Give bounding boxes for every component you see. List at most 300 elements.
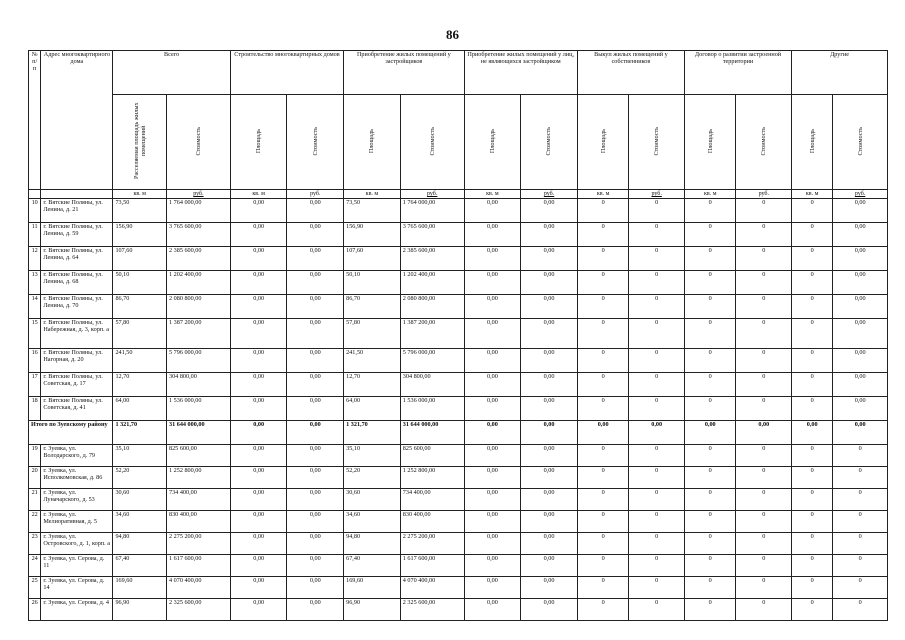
row-value: 0 bbox=[792, 373, 833, 397]
row-value: 0 bbox=[684, 445, 735, 467]
table-row bbox=[29, 397, 888, 421]
row-value: 0 bbox=[577, 319, 628, 349]
row-value: 0 bbox=[792, 199, 833, 223]
row-value: 73,50 bbox=[344, 199, 401, 223]
row-value: 107,60 bbox=[344, 247, 401, 271]
row-value: 96,90 bbox=[113, 599, 167, 621]
row-value: 0,00 bbox=[230, 199, 287, 223]
row-address: г. Зуевка, ул. Серова, д. 4 bbox=[41, 599, 113, 621]
row-value: 0 bbox=[736, 349, 792, 373]
row-value: 0,00 bbox=[464, 577, 521, 599]
row-value: 0,00 bbox=[230, 599, 287, 621]
row-value: 0 bbox=[792, 295, 833, 319]
row-value: 0 bbox=[684, 319, 735, 349]
row-address: г. Зуевка, ул. Володарского, д. 79 bbox=[41, 445, 113, 467]
row-value: 1 252 800,00 bbox=[166, 467, 230, 489]
row-value: 0 bbox=[629, 533, 685, 555]
row-value: 0 bbox=[792, 445, 833, 467]
row-number: 12 bbox=[29, 247, 41, 271]
row-number: 19 bbox=[29, 445, 41, 467]
row-value: 0,00 bbox=[521, 445, 578, 467]
row-value: 0,00 bbox=[230, 577, 287, 599]
row-number: 24 bbox=[29, 555, 41, 577]
row-value: 241,50 bbox=[113, 349, 167, 373]
row-value: 0,00 bbox=[464, 511, 521, 533]
row-value: 0,00 bbox=[464, 445, 521, 467]
row-value: 0 bbox=[684, 599, 735, 621]
row-number: 23 bbox=[29, 533, 41, 555]
row-value: 0 bbox=[684, 533, 735, 555]
row-value: 0,00 bbox=[230, 489, 287, 511]
row-value: 0 bbox=[736, 445, 792, 467]
row-value: 0,00 bbox=[521, 271, 578, 295]
row-value: 0 bbox=[684, 467, 735, 489]
total-value: 1 321,70 bbox=[113, 421, 167, 445]
header-cost: Стоимость bbox=[545, 126, 553, 156]
row-value: 0,00 bbox=[287, 247, 344, 271]
row-value: 3 765 600,00 bbox=[400, 223, 464, 247]
row-value: 0 bbox=[736, 319, 792, 349]
row-value: 2 325 600,00 bbox=[166, 599, 230, 621]
row-value: 0 bbox=[629, 489, 685, 511]
row-value: 0,00 bbox=[833, 319, 888, 349]
table-row bbox=[29, 467, 888, 489]
row-value: 0,00 bbox=[464, 319, 521, 349]
row-value: 0,00 bbox=[287, 271, 344, 295]
row-value: 0 bbox=[577, 247, 628, 271]
row-address: г. Вятские Поляны, ул. Советская, д. 17 bbox=[41, 373, 113, 397]
row-value: 30,60 bbox=[113, 489, 167, 511]
row-value: 1 764 000,00 bbox=[400, 199, 464, 223]
header-area: Площадь bbox=[488, 128, 496, 153]
row-value: 0 bbox=[684, 373, 735, 397]
row-value: 0,00 bbox=[833, 397, 888, 421]
row-value: 0,00 bbox=[464, 467, 521, 489]
row-value: 67,40 bbox=[113, 555, 167, 577]
unit-area: кв. м bbox=[230, 190, 287, 199]
header-area: Площадь bbox=[368, 128, 376, 153]
row-value: 0,00 bbox=[833, 373, 888, 397]
row-address: г. Вятские Поляны, ул. Ленина, д. 70 bbox=[41, 295, 113, 319]
row-value: 0,00 bbox=[464, 533, 521, 555]
table-row bbox=[29, 489, 888, 511]
header-group-development: Договор о развитии застроенной территории bbox=[684, 51, 791, 95]
row-value: 73,50 bbox=[113, 199, 167, 223]
total-value: 0,00 bbox=[792, 421, 833, 445]
row-value: 0 bbox=[577, 577, 628, 599]
row-value: 0 bbox=[736, 599, 792, 621]
row-value: 0,00 bbox=[464, 223, 521, 247]
table-row bbox=[29, 223, 888, 247]
row-value: 0 bbox=[792, 577, 833, 599]
row-value: 2 275 200,00 bbox=[400, 533, 464, 555]
total-label: Итого по Зуевскому району bbox=[29, 421, 113, 445]
row-value: 0,00 bbox=[521, 577, 578, 599]
row-value: 0 bbox=[629, 247, 685, 271]
row-address: г. Зуевка, ул. Серова, д. 11 bbox=[41, 555, 113, 577]
row-value: 0,00 bbox=[464, 489, 521, 511]
row-value: 0,00 bbox=[521, 319, 578, 349]
row-value: 0 bbox=[684, 349, 735, 373]
row-value: 0 bbox=[629, 467, 685, 489]
row-value: 0 bbox=[736, 223, 792, 247]
row-value: 0 bbox=[577, 349, 628, 373]
row-value: 0 bbox=[833, 599, 888, 621]
row-value: 0 bbox=[577, 373, 628, 397]
row-value: 0,00 bbox=[230, 271, 287, 295]
row-value: 0,00 bbox=[521, 489, 578, 511]
row-value: 0 bbox=[629, 295, 685, 319]
row-value: 0,00 bbox=[287, 599, 344, 621]
row-value: 0 bbox=[736, 295, 792, 319]
row-value: 0 bbox=[577, 271, 628, 295]
row-value: 0,00 bbox=[521, 349, 578, 373]
row-value: 0 bbox=[577, 397, 628, 421]
unit-area: кв. м bbox=[792, 190, 833, 199]
row-value: 0,00 bbox=[230, 373, 287, 397]
row-value: 0,00 bbox=[287, 445, 344, 467]
row-address: г. Вятские Поляны, ул. Советская, д. 41 bbox=[41, 397, 113, 421]
row-value: 0,00 bbox=[521, 223, 578, 247]
row-number: 11 bbox=[29, 223, 41, 247]
row-value: 0 bbox=[684, 511, 735, 533]
row-value: 1 536 000,00 bbox=[166, 397, 230, 421]
total-value: 31 644 000,00 bbox=[400, 421, 464, 445]
row-value: 0 bbox=[736, 397, 792, 421]
row-address: г. Вятские Поляны, ул. Ленина, д. 68 bbox=[41, 271, 113, 295]
row-value: 0 bbox=[629, 319, 685, 349]
row-value: 1 202 400,00 bbox=[166, 271, 230, 295]
row-value: 0,00 bbox=[833, 271, 888, 295]
total-value: 0,00 bbox=[577, 421, 628, 445]
row-value: 0 bbox=[684, 489, 735, 511]
row-value: 0 bbox=[577, 467, 628, 489]
row-value: 0 bbox=[577, 489, 628, 511]
row-value: 0,00 bbox=[521, 467, 578, 489]
row-value: 94,80 bbox=[113, 533, 167, 555]
row-number: 17 bbox=[29, 373, 41, 397]
header-group-row bbox=[29, 51, 888, 95]
row-value: 0 bbox=[577, 511, 628, 533]
row-value: 1 617 600,00 bbox=[400, 555, 464, 577]
row-value: 0,00 bbox=[521, 511, 578, 533]
row-value: 0 bbox=[736, 247, 792, 271]
row-number: 10 bbox=[29, 199, 41, 223]
row-value: 0 bbox=[736, 577, 792, 599]
unit-cost: руб. bbox=[400, 190, 464, 199]
total-value: 0,00 bbox=[521, 421, 578, 445]
row-value: 0 bbox=[577, 295, 628, 319]
row-value: 169,60 bbox=[113, 577, 167, 599]
row-value: 0 bbox=[833, 577, 888, 599]
row-address: г. Зуевка, ул. Серова, д. 14 bbox=[41, 577, 113, 599]
total-value: 0,00 bbox=[833, 421, 888, 445]
row-value: 0 bbox=[629, 511, 685, 533]
row-value: 0,00 bbox=[287, 295, 344, 319]
row-value: 0 bbox=[629, 373, 685, 397]
row-value: 0 bbox=[577, 223, 628, 247]
row-value: 1 387 200,00 bbox=[400, 319, 464, 349]
row-value: 241,50 bbox=[344, 349, 401, 373]
row-value: 825 600,00 bbox=[400, 445, 464, 467]
total-value: 1 321,70 bbox=[344, 421, 401, 445]
unit-area: кв. м bbox=[113, 190, 167, 199]
row-number: 25 bbox=[29, 577, 41, 599]
row-value: 0,00 bbox=[521, 397, 578, 421]
row-value: 0,00 bbox=[287, 397, 344, 421]
table-row bbox=[29, 349, 888, 373]
row-value: 0,00 bbox=[230, 247, 287, 271]
row-value: 0 bbox=[736, 555, 792, 577]
row-value: 0,00 bbox=[287, 511, 344, 533]
row-address: г. Вятские Поляны, ул. Нагорная, д. 20 bbox=[41, 349, 113, 373]
header-cost: Стоимость bbox=[653, 126, 661, 156]
row-value: 0,00 bbox=[287, 319, 344, 349]
table-body-zuevka bbox=[29, 445, 888, 621]
row-value: 0,00 bbox=[230, 467, 287, 489]
total-value: 0,00 bbox=[684, 421, 735, 445]
row-value: 1 387 200,00 bbox=[166, 319, 230, 349]
row-value: 0,00 bbox=[521, 599, 578, 621]
row-value: 0,00 bbox=[287, 373, 344, 397]
row-value: 0,00 bbox=[230, 223, 287, 247]
row-value: 0,00 bbox=[230, 319, 287, 349]
row-value: 35,10 bbox=[344, 445, 401, 467]
row-value: 1 252 800,00 bbox=[400, 467, 464, 489]
row-value: 0 bbox=[792, 467, 833, 489]
units-row bbox=[29, 190, 888, 199]
row-value: 0 bbox=[577, 599, 628, 621]
table-body-vyatskie bbox=[29, 199, 888, 421]
row-value: 734 400,00 bbox=[400, 489, 464, 511]
row-value: 0 bbox=[833, 555, 888, 577]
row-value: 156,90 bbox=[113, 223, 167, 247]
row-value: 0,00 bbox=[464, 247, 521, 271]
unit-cost: руб. bbox=[287, 190, 344, 199]
row-value: 830 400,00 bbox=[400, 511, 464, 533]
page-number: 86 bbox=[446, 27, 459, 42]
row-number: 21 bbox=[29, 489, 41, 511]
row-value: 0 bbox=[736, 373, 792, 397]
row-value: 0 bbox=[629, 349, 685, 373]
row-value: 0,00 bbox=[464, 271, 521, 295]
row-value: 0 bbox=[629, 445, 685, 467]
row-value: 0,00 bbox=[287, 489, 344, 511]
row-number: 22 bbox=[29, 511, 41, 533]
row-value: 30,60 bbox=[344, 489, 401, 511]
row-value: 0,00 bbox=[521, 247, 578, 271]
row-value: 0 bbox=[736, 467, 792, 489]
header-sub-row bbox=[29, 95, 888, 190]
row-value: 0,00 bbox=[833, 199, 888, 223]
row-number: 20 bbox=[29, 467, 41, 489]
row-value: 52,20 bbox=[113, 467, 167, 489]
row-number: 18 bbox=[29, 397, 41, 421]
row-value: 0 bbox=[577, 555, 628, 577]
row-address: г. Вятские Поляны, ул. Ленина, д. 64 bbox=[41, 247, 113, 271]
row-value: 0,00 bbox=[833, 247, 888, 271]
row-value: 0,00 bbox=[287, 533, 344, 555]
row-value: 2 275 200,00 bbox=[166, 533, 230, 555]
table-row bbox=[29, 445, 888, 467]
total-row bbox=[29, 421, 888, 445]
row-address: г. Зуевка, ул. Луначарского, д. 53 bbox=[41, 489, 113, 511]
row-value: 0 bbox=[684, 295, 735, 319]
row-value: 34,60 bbox=[113, 511, 167, 533]
row-value: 0 bbox=[792, 555, 833, 577]
row-value: 0 bbox=[736, 489, 792, 511]
row-value: 0,00 bbox=[521, 295, 578, 319]
row-value: 0,00 bbox=[521, 373, 578, 397]
table-row bbox=[29, 319, 888, 349]
row-value: 0 bbox=[684, 271, 735, 295]
row-value: 64,00 bbox=[113, 397, 167, 421]
row-value: 2 325 600,00 bbox=[400, 599, 464, 621]
row-value: 0,00 bbox=[230, 295, 287, 319]
header-group-construction: Строительство многоквартирных домов bbox=[230, 51, 343, 95]
row-value: 0,00 bbox=[464, 349, 521, 373]
total-value: 0,00 bbox=[464, 421, 521, 445]
row-address: г. Вятские Поляны, ул. Набережная, д. 3, корп. а bbox=[41, 319, 113, 349]
row-value: 0,00 bbox=[464, 555, 521, 577]
header-cost: Стоимость bbox=[428, 126, 436, 156]
table-row bbox=[29, 577, 888, 599]
row-value: 0 bbox=[736, 199, 792, 223]
row-value: 12,70 bbox=[344, 373, 401, 397]
row-value: 94,80 bbox=[344, 533, 401, 555]
row-value: 156,90 bbox=[344, 223, 401, 247]
row-value: 50,10 bbox=[344, 271, 401, 295]
unit-cost: руб. bbox=[833, 190, 888, 199]
header-num: № п/п bbox=[29, 51, 41, 190]
row-value: 0 bbox=[833, 445, 888, 467]
row-value: 0 bbox=[792, 533, 833, 555]
row-address: г. Вятские Поляны, ул. Ленина, д. 59 bbox=[41, 223, 113, 247]
row-value: 0 bbox=[833, 467, 888, 489]
row-value: 825 600,00 bbox=[166, 445, 230, 467]
row-value: 0 bbox=[577, 533, 628, 555]
table-row bbox=[29, 555, 888, 577]
total-value: 0,00 bbox=[230, 421, 287, 445]
row-value: 57,80 bbox=[113, 319, 167, 349]
header-group-other: Другие bbox=[792, 51, 888, 95]
row-value: 0 bbox=[684, 199, 735, 223]
row-value: 0 bbox=[736, 533, 792, 555]
row-value: 4 070 400,00 bbox=[400, 577, 464, 599]
row-value: 1 764 000,00 bbox=[166, 199, 230, 223]
row-value: 0,00 bbox=[833, 223, 888, 247]
unit-area: кв. м bbox=[344, 190, 401, 199]
header-group-developer: Приобретение жилых помещений у застройщиков bbox=[344, 51, 464, 95]
row-value: 0,00 bbox=[230, 397, 287, 421]
unit-area: кв. м bbox=[684, 190, 735, 199]
row-value: 86,70 bbox=[113, 295, 167, 319]
header-cost: Стоимость bbox=[760, 126, 768, 156]
row-value: 0 bbox=[792, 349, 833, 373]
row-value: 0 bbox=[684, 577, 735, 599]
row-value: 1 202 400,00 bbox=[400, 271, 464, 295]
row-value: 0,00 bbox=[287, 223, 344, 247]
row-value: 0,00 bbox=[833, 349, 888, 373]
table-row bbox=[29, 599, 888, 621]
row-value: 734 400,00 bbox=[166, 489, 230, 511]
row-value: 35,10 bbox=[113, 445, 167, 467]
table-row bbox=[29, 271, 888, 295]
row-value: 0 bbox=[684, 247, 735, 271]
row-value: 12,70 bbox=[113, 373, 167, 397]
row-value: 0 bbox=[684, 223, 735, 247]
row-value: 0 bbox=[792, 397, 833, 421]
row-value: 0 bbox=[629, 397, 685, 421]
total-value: 31 644 000,00 bbox=[166, 421, 230, 445]
row-value: 50,10 bbox=[113, 271, 167, 295]
table-row bbox=[29, 511, 888, 533]
row-number: 15 bbox=[29, 319, 41, 349]
row-value: 2 080 800,00 bbox=[400, 295, 464, 319]
row-value: 0,00 bbox=[464, 599, 521, 621]
relocation-table bbox=[28, 50, 888, 621]
total-value: 0,00 bbox=[736, 421, 792, 445]
total-value: 0,00 bbox=[287, 421, 344, 445]
row-value: 5 796 000,00 bbox=[166, 349, 230, 373]
row-value: 0 bbox=[833, 533, 888, 555]
row-value: 0 bbox=[833, 511, 888, 533]
row-value: 0,00 bbox=[521, 199, 578, 223]
row-value: 0 bbox=[792, 599, 833, 621]
row-value: 67,40 bbox=[344, 555, 401, 577]
row-value: 0 bbox=[629, 223, 685, 247]
row-value: 0,00 bbox=[230, 511, 287, 533]
total-value: 0,00 bbox=[629, 421, 685, 445]
row-value: 0,00 bbox=[287, 349, 344, 373]
row-value: 64,00 bbox=[344, 397, 401, 421]
row-value: 0 bbox=[629, 199, 685, 223]
header-area: Площадь bbox=[808, 128, 816, 153]
row-value: 0 bbox=[684, 397, 735, 421]
row-value: 0,00 bbox=[230, 555, 287, 577]
row-address: г. Зуевка, ул. Мелиоративная, д. 5 bbox=[41, 511, 113, 533]
row-number: 13 bbox=[29, 271, 41, 295]
row-address: г. Зуевка, ул. Исполкомовская, д. 86 bbox=[41, 467, 113, 489]
table-body-total bbox=[29, 421, 888, 445]
row-value: 0 bbox=[736, 511, 792, 533]
unit-cost: руб. bbox=[629, 190, 685, 199]
row-value: 0 bbox=[736, 271, 792, 295]
row-value: 2 080 800,00 bbox=[166, 295, 230, 319]
row-value: 0,00 bbox=[287, 577, 344, 599]
row-value: 107,60 bbox=[113, 247, 167, 271]
table-row bbox=[29, 199, 888, 223]
row-value: 0 bbox=[792, 271, 833, 295]
row-value: 0 bbox=[684, 555, 735, 577]
header-area: Площадь bbox=[706, 128, 714, 153]
row-value: 52,20 bbox=[344, 467, 401, 489]
row-value: 0 bbox=[792, 489, 833, 511]
row-value: 0 bbox=[792, 511, 833, 533]
row-value: 0,00 bbox=[287, 199, 344, 223]
row-value: 0 bbox=[629, 599, 685, 621]
header-group-total: Всего bbox=[113, 51, 230, 95]
row-value: 3 765 600,00 bbox=[166, 223, 230, 247]
row-value: 0,00 bbox=[287, 555, 344, 577]
row-value: 57,80 bbox=[344, 319, 401, 349]
row-value: 0 bbox=[629, 271, 685, 295]
row-value: 86,70 bbox=[344, 295, 401, 319]
row-address: г. Вятские Поляны, ул. Ленина, д. 21 bbox=[41, 199, 113, 223]
row-value: 0 bbox=[792, 247, 833, 271]
row-value: 0,00 bbox=[230, 533, 287, 555]
row-value: 0 bbox=[629, 577, 685, 599]
